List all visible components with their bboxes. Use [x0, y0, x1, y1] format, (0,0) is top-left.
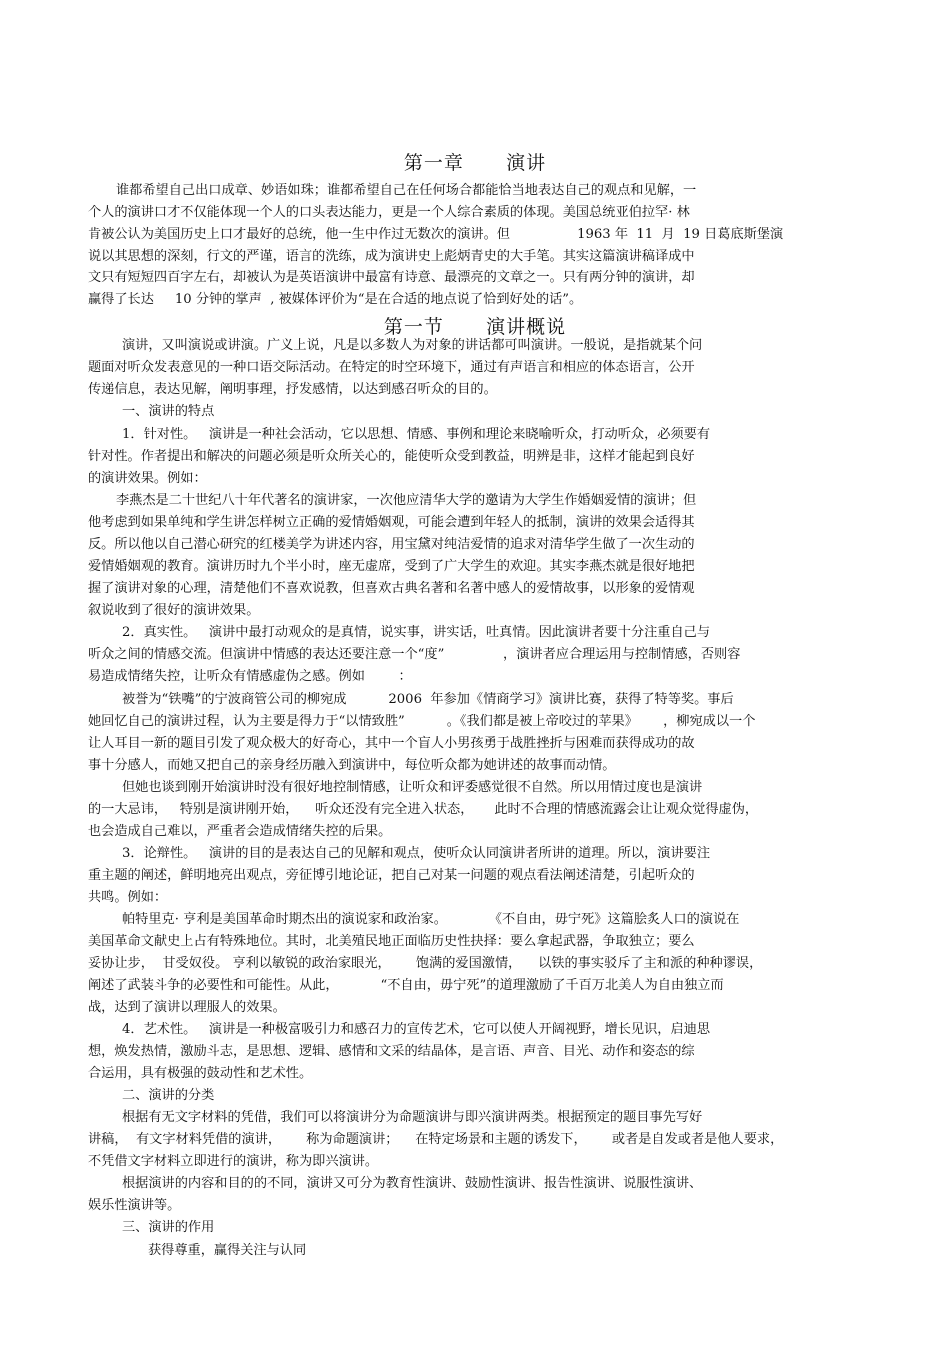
- text-line: 文只有短短四百字左右，却被认为是英语演讲中最富有诗意、最漂亮的文章之一。只有两分钟的演讲，却: [88, 270, 695, 285]
- text-line: 根据有无文字材料的凭借，我们可以将演讲分为命题演讲与即兴演讲两类。根据预定的题目事先写好: [122, 1110, 703, 1125]
- text-line: 他考虑到如果单纯和学生讲怎样树立正确的爱情婚姻观，可能会遭到年轻人的抵制，演讲的效果会适得其: [88, 515, 695, 530]
- text-line: 谁都希望自己出口成章、妙语如珠；谁都希望自己在任何场合都能恰当地表达自己的观点和见解，一: [116, 183, 697, 198]
- text-line: 娱乐性演讲等。: [88, 1198, 181, 1213]
- text-line: 说以其思想的深刻，行文的严谨，语言的洗练，成为演讲史上彪炳青史的大手笔。其实这篇演讲稿译成中: [88, 249, 695, 264]
- section-title: 第一节 演讲概说: [383, 316, 567, 338]
- text-line: 肯被公认为美国历史上口才最好的总统，他一生中作过无数次的演讲。但 1963 年 11 月 19 日葛底斯堡演: [88, 227, 784, 242]
- text-line: 题面对听众发表意见的一种口语交际活动。在特定的时空环境下，通过有声语言和相应的体态语言，公开: [88, 360, 695, 375]
- text-line: 也会造成自己难以，严重者会造成情绪失控的后果。: [88, 824, 392, 839]
- text-line: 让人耳目一新的题目引发了观众极大的好奇心，其中一个盲人小男孩勇于战胜挫折与困难而获得成功的故: [88, 736, 695, 751]
- text-line: 演讲，又叫演说或讲演。广义上说，凡是以多数人为对象的讲话都可叫演讲。一般说，是指就某个问: [122, 338, 703, 353]
- heading-classification: 二、演讲的分类: [122, 1088, 215, 1103]
- text-line: 的一大忌讳， 特别是演讲刚开始， 听众还没有完全进入状态， 此时不合理的情感流露会让让观众觉得虚伪，: [88, 802, 759, 817]
- text-line: 握了演讲对象的心理，清楚他们不喜欢说教，但喜欢古典名著和名著中感人的爱情故事，以形象的爱情观: [88, 581, 695, 596]
- text-line: 爱情婚姻观的教育。演讲历时九个半小时，座无虚席，受到了广大学生的欢迎。其实李燕杰就是很好地把: [88, 559, 695, 574]
- text-line: 获得尊重，赢得关注与认同: [148, 1243, 307, 1258]
- text-line: 赢得了长达 10 分钟的掌声 , 被媒体评价为“是在合适的地点说了恰到好处的话”。: [88, 292, 583, 307]
- text-line: 合运用，具有极强的鼓动性和艺术性。: [88, 1066, 313, 1081]
- text-line: 个人的演讲口才不仅能体现一个人的口头表达能力，更是一个人综合素质的体现。美国总统亚伯拉罕· 林: [88, 205, 690, 220]
- text-line: 针对性。作者提出和解决的问题必须是听众所关心的，能使听众受到教益，明辨是非，这样才能起到良好: [88, 449, 695, 464]
- text-line: 共鸣。例如：: [88, 890, 168, 905]
- text-line: 她回忆自己的演讲过程，认为主要是得力于“以情致胜” 。《我们都是被上帝咬过的苹果》 ，柳宛成以一个: [88, 714, 756, 729]
- text-line: 讲稿， 有文字材料凭借的演讲， 称为命题演讲； 在特定场景和主题的诱发下， 或者是自发或者是他人要求，: [88, 1132, 784, 1147]
- text-line: 3．论辩性。 演讲的目的是表达自己的见解和观点，使听众认同演讲者所讲的道理。所以，演讲要注: [122, 846, 711, 861]
- chapter-title: 第一章 演讲: [403, 152, 547, 174]
- text-line: 阐述了武装斗争的必要性和可能性。从此， “不自由，毋宁死”的道理激励了千百万北美人为自由独立而: [88, 978, 724, 993]
- text-line: 易造成情绪失控，让听众有情感虚伪之感。例如 ：: [88, 669, 412, 684]
- text-line: 想，焕发热情，激励斗志，是思想、逻辑、感情和文采的结晶体，是言语、声音、目光、动作和姿态的综: [88, 1044, 695, 1059]
- heading-function: 三、演讲的作用: [122, 1220, 215, 1235]
- text-line: 重主题的阐述，鲜明地亮出观点，旁征博引地论证，把自己对某一问题的观点看法阐述清楚，引起听众的: [88, 868, 695, 883]
- text-line: 1．针对性。 演讲是一种社会活动，它以思想、情感、事例和理论来晓喻听众，打动听众，必须要有: [122, 427, 711, 442]
- text-line: 的演讲效果。例如：: [88, 471, 207, 486]
- text-line: 不凭借文字材料立即进行的演讲，称为即兴演讲。: [88, 1154, 379, 1169]
- heading-features: 一、演讲的特点: [122, 404, 215, 419]
- text-line: 听众之间的情感交流。但演讲中情感的表达还要注意一个“度” ，演讲者应合理运用与控制情感，否则容: [88, 647, 741, 662]
- text-line: 被誉为“铁嘴”的宁波商管公司的柳宛成 2006 年参加《情商学习》演讲比赛，获得了特等奖。事后: [122, 692, 734, 707]
- text-line: 2．真实性。 演讲中最打动观众的是真情，说实事，讲实话，吐真情。因此演讲者要十分注重自己与: [122, 625, 711, 640]
- text-line: 美国革命文献史上占有特殊地位。其时，北美殖民地正面临历史性抉择：要么拿起武器，争取独立；要么: [88, 934, 695, 949]
- text-line: 李燕杰是二十世纪八十年代著名的演讲家，一次他应清华大学的邀请为大学生作婚姻爱情的演讲；但: [116, 493, 697, 508]
- text-line: 战，达到了演讲以理服人的效果。: [88, 1000, 286, 1015]
- text-line: 根据演讲的内容和目的的不同，演讲又可分为教育性演讲、鼓励性演讲、报告性演讲、说服性演讲、: [122, 1176, 703, 1191]
- text-line: 反。所以他以自己潜心研究的红楼美学为讲述内容，用宝黛对纯洁爱情的追求对清华学生做了一次生动的: [88, 537, 695, 552]
- text-line: 帕特里克· 亨利是美国革命时期杰出的演说家和政治家。 《不自由，毋宁死》这篇脍炙人口的演说在: [122, 912, 740, 927]
- text-line: 叙说收到了很好的演讲效果。: [88, 603, 260, 618]
- text-line: 传递信息，表达见解，阐明事理，抒发感情，以达到感召听众的目的。: [88, 382, 497, 397]
- text-line: 4．艺术性。 演讲是一种极富吸引力和感召力的宣传艺术，它可以使人开阔视野，增长见识，启迪思: [122, 1022, 711, 1037]
- text-line: 事十分感人，而她又把自己的亲身经历融入到演讲中，每位听众都为她讲述的故事而动情。: [88, 758, 616, 773]
- text-line: 但她也谈到刚开始演讲时没有很好地控制情感，让听众和评委感觉很不自然。所以用情过度也是演讲: [122, 780, 703, 795]
- text-line: 妥协让步， 甘受奴役。 亨利以敏锐的政治家眼光， 饱满的爱国激情， 以铁的事实驳斥了主和派的种种谬误，: [88, 956, 763, 971]
